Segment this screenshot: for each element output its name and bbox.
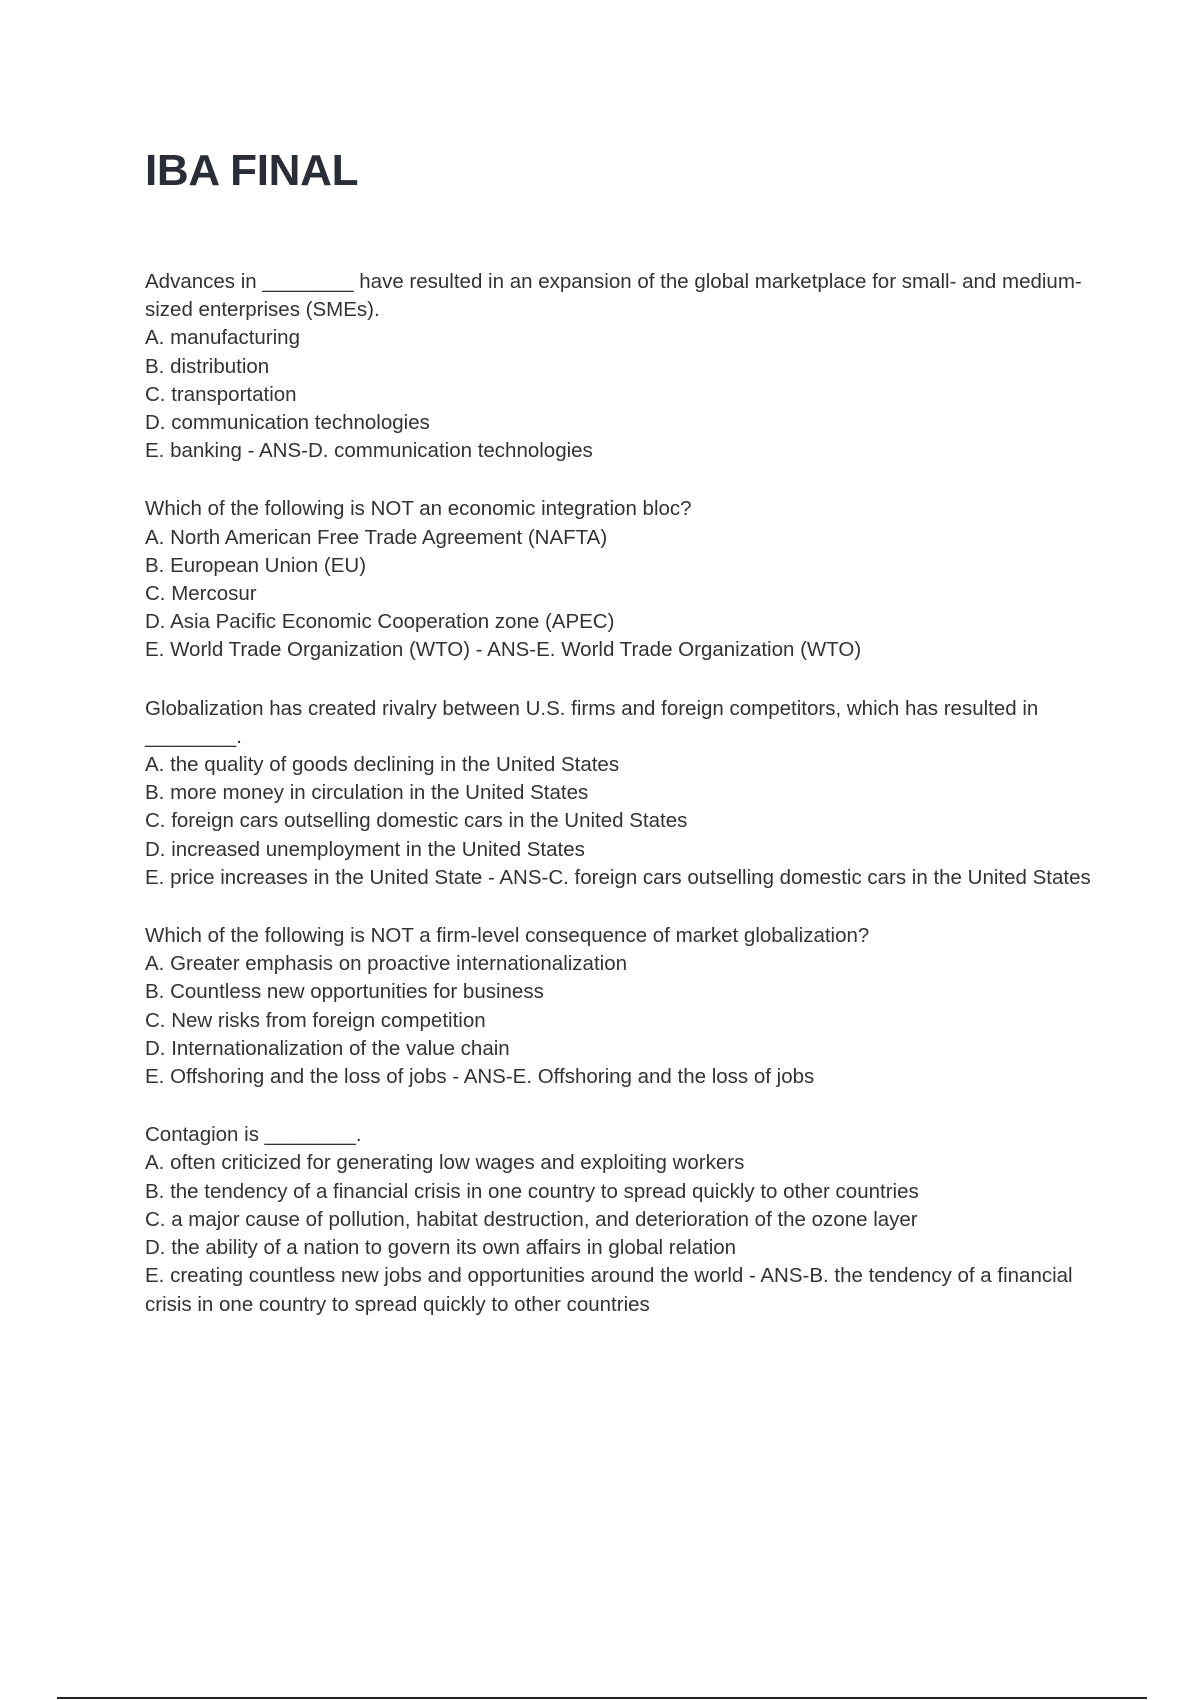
answer-option-c: C. foreign cars outselling domestic cars in the United States (145, 809, 688, 833)
answer-option-a: A. manufacturing (145, 326, 300, 350)
answer-option-b: B. distribution (145, 354, 270, 378)
answer-option-a: A. often criticized for generating low wages and exploiting workers (145, 1151, 745, 1175)
answer-option-b: B. European Union (EU) (145, 553, 367, 577)
answer-option-c: C. a major cause of pollution, habitat destruction, and deterioration of the ozone layer (145, 1207, 918, 1231)
answer-option-e-with-answer: E. creating countless new jobs and opportunities around the world - ANS-B. the tendency of a financial crisis in one country to spread quickly to other countries (145, 1264, 1073, 1316)
question-text: Contagion is ________. (145, 1123, 362, 1147)
question-text: Which of the following is NOT a firm-level consequence of market globalization? (145, 924, 870, 948)
footer-divider (57, 1697, 1147, 1699)
question-list (145, 268, 1105, 1349)
answer-option-d: D. Asia Pacific Economic Cooperation zone (APEC) (145, 610, 615, 634)
question-block-4 (145, 922, 1105, 1091)
answer-option-a: A. the quality of goods declining in the United States (145, 753, 620, 777)
answer-option-e-with-answer: E. banking - ANS-D. communication technologies (145, 439, 593, 463)
question-text: Which of the following is NOT an economic integration bloc? (145, 497, 692, 521)
answer-option-b: B. Countless new opportunities for business (145, 980, 544, 1004)
answer-option-e-with-answer: E. price increases in the United State - ANS-C. foreign cars outselling domestic cars in the United States (145, 865, 1091, 889)
answer-option-e-with-answer: E. World Trade Organization (WTO) - ANS-E. World Trade Organization (WTO) (145, 638, 862, 662)
question-block-3 (145, 695, 1105, 892)
answer-option-a: A. North American Free Trade Agreement (NAFTA) (145, 525, 608, 549)
answer-option-b: B. the tendency of a financial crisis in one country to spread quickly to other countries (145, 1179, 919, 1203)
question-text: Advances in ________ have resulted in an expansion of the global marketplace for small- and medium-sized enterprises (SMEs). (145, 270, 1082, 322)
answer-option-a: A. Greater emphasis on proactive internationalization (145, 952, 628, 976)
answer-option-b: B. more money in circulation in the United States (145, 781, 589, 805)
question-text: Globalization has created rivalry between U.S. firms and foreign competitors, which has resulted in ________. (145, 696, 1039, 748)
answer-option-d: D. the ability of a nation to govern its own affairs in global relation (145, 1236, 737, 1260)
answer-option-c: C. New risks from foreign competition (145, 1008, 486, 1032)
document-title: IBA FINAL (145, 146, 359, 195)
answer-option-e-with-answer: E. Offshoring and the loss of jobs - ANS-E. Offshoring and the loss of jobs (145, 1065, 815, 1089)
answer-option-c: C. Mercosur (145, 582, 257, 606)
answer-option-d: D. Internationalization of the value chain (145, 1036, 510, 1060)
question-block-1 (145, 268, 1105, 465)
question-block-5 (145, 1121, 1105, 1318)
answer-option-d: D. increased unemployment in the United States (145, 837, 585, 861)
question-block-2 (145, 495, 1105, 664)
answer-option-d: D. communication technologies (145, 411, 430, 435)
answer-option-c: C. transportation (145, 382, 297, 406)
